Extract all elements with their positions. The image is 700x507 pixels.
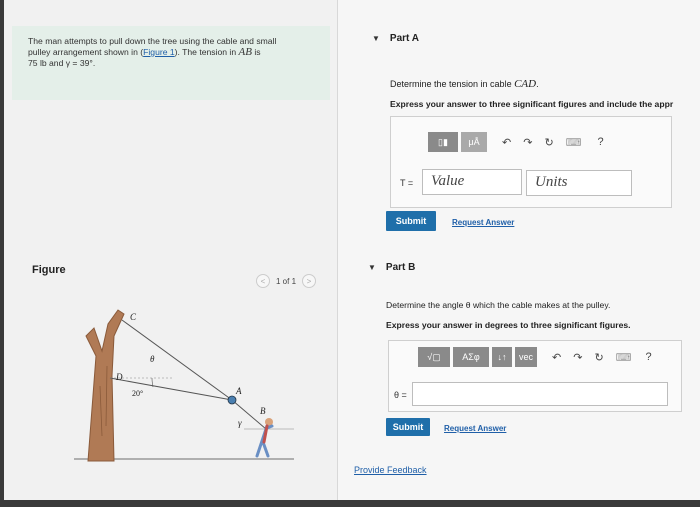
provide-feedback-link[interactable]: Provide Feedback (354, 465, 427, 475)
screen (4, 0, 700, 500)
problem-line-3: 75 lb and γ = 39°. (28, 58, 96, 68)
cable-ca (122, 320, 232, 400)
units-button[interactable]: μÅ (461, 132, 487, 152)
tree-pulley-figure (74, 296, 314, 471)
t-label: T = (400, 178, 414, 188)
keyboard-icon[interactable]: ⌨ (615, 351, 632, 364)
previous-figure-button[interactable]: < (256, 274, 270, 288)
collapse-triangle-icon[interactable]: ▼ (368, 263, 376, 272)
figure-navigation (256, 274, 316, 288)
label-theta: θ (150, 354, 155, 364)
figure-title: Figure (32, 264, 66, 276)
value-input[interactable]: Value (422, 169, 522, 195)
reset-icon[interactable]: ↻ (594, 351, 604, 364)
units-input[interactable]: Units (526, 170, 632, 196)
keyboard-icon[interactable]: ⌨ (565, 136, 582, 149)
label-20-degrees: 20° (132, 389, 144, 398)
cable-da (110, 378, 232, 400)
reset-icon[interactable]: ↻ (544, 136, 554, 149)
part-a-submit-button[interactable]: Submit (386, 211, 436, 231)
label-b: B (260, 406, 266, 416)
undo-icon[interactable]: ↶ (502, 136, 512, 149)
label-d: D (116, 372, 123, 382)
part-b-prompt: Determine the angle θ which the cable makes at the pulley. (386, 300, 611, 310)
templates-button[interactable]: ▯▮ (428, 132, 458, 152)
problem-line-2: pulley arrangement shown in (Figure 1). The tension in AB is (28, 46, 261, 58)
figure-link[interactable]: Figure 1 (143, 47, 175, 57)
sort-button[interactable]: ↓↑ (492, 347, 512, 367)
label-a: A (236, 386, 242, 396)
segment-ab: AB (238, 46, 252, 58)
part-a-request-answer-link[interactable]: Request Answer (452, 218, 515, 227)
part-b-toolbar (418, 347, 652, 367)
part-a-prompt: Determine the tension in cable CAD. (390, 78, 539, 90)
redo-icon[interactable]: ↷ (573, 351, 583, 364)
part-b-submit-button[interactable]: Submit (386, 418, 430, 436)
templates-button[interactable]: √▢ (418, 347, 450, 367)
next-figure-button[interactable]: > (302, 274, 316, 288)
part-a-instruction: Express your answer to three significant figures and include the appr (390, 99, 674, 109)
collapse-triangle-icon[interactable]: ▼ (372, 34, 380, 43)
part-b-header[interactable]: ▼ Part B (368, 262, 416, 273)
tree-trunk (86, 310, 124, 461)
part-a-header[interactable]: ▼ Part A (372, 33, 420, 44)
theta-label: θ = (394, 390, 407, 400)
help-icon[interactable]: ? (597, 136, 604, 148)
problem-line-1: The man attempts to pull down the tree using the cable and small (28, 36, 277, 46)
part-b-instruction: Express your answer in degrees to three significant figures. (386, 320, 631, 330)
problem-statement (12, 26, 330, 100)
part-a-toolbar (428, 132, 604, 152)
label-c: C (130, 312, 137, 322)
label-gamma: γ (238, 418, 242, 428)
answer-panel (338, 0, 700, 500)
vector-button[interactable]: vec (515, 347, 537, 367)
pulley (228, 396, 236, 404)
undo-icon[interactable]: ↶ (552, 351, 562, 364)
figure-counter: 1 of 1 (276, 276, 297, 286)
part-b-request-answer-link[interactable]: Request Answer (444, 424, 507, 433)
help-icon[interactable]: ? (645, 351, 652, 363)
redo-icon[interactable]: ↷ (523, 136, 533, 149)
theta-input[interactable] (412, 382, 668, 406)
greek-symbols-button[interactable]: ΑΣφ (453, 347, 489, 367)
